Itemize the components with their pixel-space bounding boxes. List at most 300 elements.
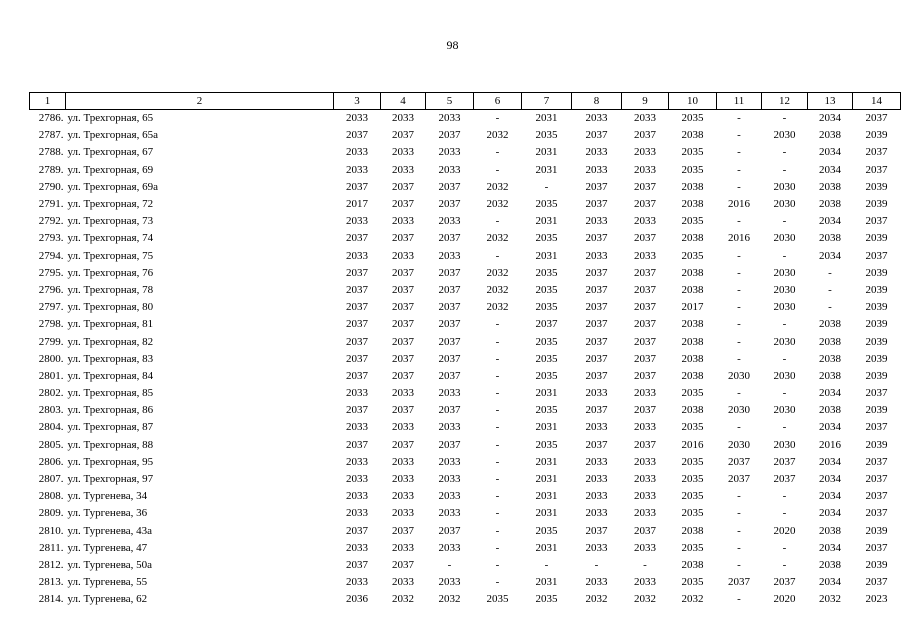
year-cell: 2033 [634, 507, 656, 520]
year-cell: 2037 [634, 352, 656, 365]
year-cell: 2031 [535, 507, 558, 520]
year-cell: 2037 [865, 112, 888, 125]
table-row [30, 127, 901, 144]
header-cell: 7 [522, 93, 572, 110]
year-cell: 2034 [819, 473, 841, 486]
year-cell: 2032 [819, 593, 841, 606]
year-cell: 2037 [634, 180, 656, 193]
year-cell: 2038 [681, 524, 704, 537]
row-number: 2809. [38, 507, 64, 520]
year-cell: 2037 [585, 198, 608, 211]
year-cell: 2033 [346, 473, 368, 486]
year-cell: 2033 [634, 146, 656, 159]
year-cell: 2037 [392, 129, 414, 142]
header-cell: 13 [808, 93, 853, 110]
year-cell: 2033 [634, 387, 656, 400]
year-cell: 2035 [681, 473, 704, 486]
year-cell: 2034 [819, 387, 841, 400]
year-cell: 2033 [634, 215, 656, 228]
year-cell: - [737, 129, 741, 142]
table-row [30, 351, 901, 368]
year-cell: - [495, 558, 500, 571]
year-cell: 2020 [773, 593, 796, 606]
year-cell: 2033 [346, 541, 368, 554]
row-number: 2786. [38, 112, 64, 125]
year-cell: 2031 [535, 215, 558, 228]
row-number: 2789. [38, 163, 64, 176]
year-cell: 2033 [634, 541, 656, 554]
year-cell: - [495, 146, 500, 159]
header-cell: 11 [717, 93, 762, 110]
year-cell: - [447, 558, 452, 571]
year-cell: 2030 [773, 129, 796, 142]
year-cell: 2037 [865, 249, 888, 262]
year-cell: 2033 [438, 541, 461, 554]
year-cell: 2037 [346, 335, 368, 348]
year-cell: 2037 [392, 180, 414, 193]
row-address: ул. Трехгорная, 78 [67, 283, 154, 296]
header-cell: 2 [66, 93, 334, 110]
year-cell: 2030 [773, 232, 796, 245]
year-cell: 2038 [819, 180, 841, 193]
year-cell: 2035 [535, 266, 558, 279]
year-cell: - [495, 455, 500, 468]
year-cell: 2030 [773, 404, 796, 417]
year-cell: 2033 [392, 146, 414, 159]
year-cell: 2037 [392, 266, 414, 279]
row-address: ул. Трехгорная, 65а [67, 129, 158, 142]
year-cell: 2031 [535, 146, 558, 159]
year-cell: 2037 [438, 180, 461, 193]
year-cell: 2037 [728, 576, 750, 589]
table-row [30, 179, 901, 196]
year-cell: 2032 [486, 266, 509, 279]
year-cell: 2035 [681, 163, 704, 176]
year-cell: - [782, 112, 787, 125]
year-cell: 2035 [535, 283, 558, 296]
year-cell: 2033 [392, 473, 414, 486]
row-number: 2810. [38, 524, 64, 537]
year-cell: - [782, 558, 787, 571]
year-cell: 2030 [773, 180, 796, 193]
year-cell: 2037 [346, 438, 368, 451]
year-cell: 2035 [535, 129, 558, 142]
year-cell: 2037 [865, 473, 888, 486]
row-number: 2813. [38, 576, 64, 589]
year-cell: 2039 [865, 335, 888, 348]
year-cell: - [737, 283, 741, 296]
year-cell: - [828, 301, 832, 314]
year-cell: - [737, 266, 741, 279]
row-address: ул. Трехгорная, 82 [67, 335, 154, 348]
year-cell: 2037 [438, 232, 461, 245]
year-cell: 2031 [535, 541, 558, 554]
year-cell: 2032 [486, 129, 509, 142]
row-number: 2805. [38, 438, 64, 451]
year-cell: 2037 [585, 335, 608, 348]
year-cell: 2031 [535, 490, 558, 503]
year-cell: 2033 [392, 576, 414, 589]
year-cell: 2033 [585, 421, 608, 434]
year-cell: 2035 [681, 146, 704, 159]
year-cell: - [495, 576, 500, 589]
year-cell: 2038 [681, 335, 704, 348]
year-cell: 2039 [865, 232, 888, 245]
year-cell: 2037 [438, 283, 461, 296]
year-cell: 2037 [634, 404, 656, 417]
year-cell: 2037 [634, 524, 656, 537]
year-cell: 2038 [681, 352, 704, 365]
year-cell: - [495, 473, 500, 486]
year-cell: 2038 [681, 283, 704, 296]
year-cell: - [782, 490, 787, 503]
row-address: ул. Тургенева, 43а [67, 524, 153, 537]
row-address: ул. Трехгорная, 72 [67, 198, 154, 211]
year-cell: 2017 [681, 301, 704, 314]
year-cell: 2038 [681, 558, 704, 571]
year-cell: 2031 [535, 163, 558, 176]
year-cell: 2037 [438, 266, 461, 279]
table-row [30, 333, 901, 350]
year-cell: 2037 [392, 524, 414, 537]
year-cell: 2037 [346, 558, 368, 571]
year-cell: - [782, 146, 787, 159]
row-address: ул. Трехгорная, 88 [67, 438, 154, 451]
year-cell: 2034 [819, 146, 841, 159]
year-cell: 2037 [346, 283, 368, 296]
year-cell: 2037 [585, 438, 608, 451]
year-cell: 2030 [728, 438, 750, 451]
year-cell: 2033 [346, 249, 368, 262]
year-cell: 2037 [728, 455, 750, 468]
year-cell: 2033 [585, 541, 608, 554]
year-cell: 2035 [535, 335, 558, 348]
year-cell: 2032 [486, 301, 509, 314]
year-cell: - [737, 146, 741, 159]
table-row [30, 265, 901, 282]
year-cell: 2033 [392, 249, 414, 262]
year-cell: 2037 [634, 335, 656, 348]
year-cell: 2037 [346, 129, 368, 142]
year-cell: 2033 [634, 112, 656, 125]
row-address: ул. Трехгорная, 69 [67, 163, 154, 176]
year-cell: 2038 [819, 352, 841, 365]
year-cell: 2037 [392, 335, 414, 348]
row-address: ул. Трехгорная, 67 [67, 146, 154, 159]
year-cell: 2030 [773, 335, 796, 348]
row-address: ул. Трехгорная, 69а [67, 180, 158, 193]
year-cell: - [495, 112, 500, 125]
row-number: 2794. [38, 249, 64, 262]
year-cell: 2035 [535, 198, 558, 211]
year-cell: 2038 [819, 232, 841, 245]
year-cell: - [782, 249, 787, 262]
year-cell: 2039 [865, 352, 888, 365]
year-cell: 2037 [585, 283, 608, 296]
year-cell: 2020 [773, 524, 796, 537]
year-cell: - [495, 507, 500, 520]
year-cell: 2037 [634, 283, 656, 296]
row-number: 2800. [38, 352, 64, 365]
year-cell: 2035 [681, 421, 704, 434]
year-cell: 2037 [585, 404, 608, 417]
year-cell: - [495, 369, 500, 382]
year-cell: 2035 [535, 352, 558, 365]
year-cell: 2037 [392, 198, 414, 211]
year-cell: 2032 [392, 593, 414, 606]
year-cell: 2038 [819, 335, 841, 348]
year-cell: 2033 [392, 387, 414, 400]
year-cell: 2030 [728, 404, 750, 417]
year-cell: 2038 [681, 198, 704, 211]
year-cell: 2038 [681, 129, 704, 142]
year-cell: 2039 [865, 558, 888, 571]
year-cell: - [828, 283, 832, 296]
year-cell: 2038 [681, 266, 704, 279]
row-number: 2812. [38, 558, 64, 571]
year-cell: 2033 [634, 421, 656, 434]
year-cell: 2037 [535, 318, 558, 331]
year-cell: 2033 [585, 249, 608, 262]
year-cell: 2039 [865, 266, 888, 279]
table-row [30, 368, 901, 385]
year-cell: - [495, 352, 500, 365]
year-cell: 2037 [865, 387, 888, 400]
year-cell: 2038 [681, 404, 704, 417]
year-cell: 2037 [634, 232, 656, 245]
year-cell: 2038 [819, 369, 841, 382]
year-cell: 2035 [486, 593, 509, 606]
year-cell: 2033 [392, 421, 414, 434]
year-cell: - [782, 352, 787, 365]
year-cell: 2031 [535, 249, 558, 262]
year-cell: 2037 [438, 318, 461, 331]
year-cell: 2033 [392, 507, 414, 520]
year-cell: 2033 [438, 455, 461, 468]
year-cell: 2037 [346, 352, 368, 365]
year-cell: - [495, 215, 500, 228]
year-cell: - [737, 215, 741, 228]
year-cell: 2036 [346, 593, 368, 606]
year-cell: 2034 [819, 507, 841, 520]
year-cell: - [782, 163, 787, 176]
year-cell: 2037 [438, 352, 461, 365]
row-number: 2792. [38, 215, 64, 228]
year-cell: - [495, 421, 500, 434]
row-number: 2787. [38, 129, 64, 142]
year-cell: 2033 [634, 473, 656, 486]
year-cell: 2037 [346, 524, 368, 537]
row-number: 2798. [38, 318, 64, 331]
year-cell: 2033 [585, 490, 608, 503]
row-address: ул. Трехгорная, 86 [67, 404, 154, 417]
year-cell: - [495, 335, 500, 348]
table-row [30, 299, 901, 316]
year-cell: 2039 [865, 198, 888, 211]
row-address: ул. Тургенева, 55 [67, 576, 148, 589]
year-cell: 2033 [634, 163, 656, 176]
year-cell: 2033 [438, 112, 461, 125]
year-cell: 2037 [585, 129, 608, 142]
year-cell: - [737, 163, 741, 176]
year-cell: 2016 [681, 438, 704, 451]
year-cell: 2023 [865, 593, 888, 606]
year-cell: 2039 [865, 369, 888, 382]
year-cell: 2037 [438, 335, 461, 348]
row-address: ул. Тургенева, 34 [67, 490, 148, 503]
year-cell: 2039 [865, 438, 888, 451]
row-address: ул. Трехгорная, 75 [67, 249, 154, 262]
year-cell: 2035 [681, 112, 704, 125]
year-cell: 2035 [681, 249, 704, 262]
year-cell: 2033 [346, 490, 368, 503]
row-address: ул. Трехгорная, 84 [67, 369, 154, 382]
year-cell: 2033 [346, 387, 368, 400]
year-cell: 2037 [773, 455, 796, 468]
table-row [30, 419, 901, 436]
row-address: ул. Трехгорная, 76 [67, 266, 154, 279]
year-cell: 2035 [681, 455, 704, 468]
year-cell: 2037 [392, 369, 414, 382]
year-cell: 2037 [865, 507, 888, 520]
header-cell: 9 [622, 93, 669, 110]
year-cell: 2037 [392, 438, 414, 451]
year-cell: 2033 [438, 421, 461, 434]
table-row [30, 282, 901, 299]
year-cell: 2033 [438, 387, 461, 400]
year-cell: - [737, 524, 741, 537]
row-number: 2804. [38, 421, 64, 434]
year-cell: 2035 [535, 404, 558, 417]
year-cell: 2037 [634, 266, 656, 279]
year-cell: 2033 [585, 163, 608, 176]
header-cell: 1 [30, 93, 66, 110]
year-cell: 2035 [535, 593, 558, 606]
row-number: 2806. [38, 455, 64, 468]
year-cell: 2033 [392, 163, 414, 176]
table-row [30, 402, 901, 419]
table-row [30, 144, 901, 161]
year-cell: 2032 [681, 593, 704, 606]
year-cell: 2033 [438, 473, 461, 486]
year-cell: 2039 [865, 301, 888, 314]
year-cell: 2037 [438, 404, 461, 417]
header-cell: 3 [334, 93, 381, 110]
year-cell: 2037 [438, 129, 461, 142]
year-cell: 2037 [865, 490, 888, 503]
year-cell: - [737, 352, 741, 365]
year-cell: 2038 [681, 369, 704, 382]
year-cell: 2031 [535, 576, 558, 589]
row-number: 2791. [38, 198, 64, 211]
year-cell: 2037 [634, 438, 656, 451]
year-cell: 2037 [438, 438, 461, 451]
year-cell: - [828, 266, 832, 279]
year-cell: 2037 [634, 318, 656, 331]
year-cell: 2037 [392, 232, 414, 245]
year-cell: 2034 [819, 163, 841, 176]
year-cell: - [737, 507, 741, 520]
year-cell: 2034 [819, 490, 841, 503]
row-number: 2811. [39, 541, 64, 554]
year-cell: 2033 [346, 421, 368, 434]
year-cell: 2037 [585, 301, 608, 314]
year-cell: 2037 [585, 352, 608, 365]
year-cell: - [544, 180, 549, 193]
year-cell: 2038 [819, 404, 841, 417]
year-cell: 2033 [392, 112, 414, 125]
year-cell: 2016 [728, 198, 750, 211]
year-cell: 2037 [585, 266, 608, 279]
year-cell: 2038 [819, 524, 841, 537]
year-cell: 2039 [865, 404, 888, 417]
year-cell: 2038 [819, 558, 841, 571]
year-cell: - [737, 541, 741, 554]
year-cell: 2033 [585, 112, 608, 125]
row-address: ул. Трехгорная, 65 [67, 112, 154, 125]
row-number: 2793. [38, 232, 64, 245]
row-number: 2796. [38, 283, 64, 296]
year-cell: 2016 [728, 232, 750, 245]
year-cell: - [737, 490, 741, 503]
header-cell: 14 [853, 93, 901, 110]
year-cell: 2039 [865, 524, 888, 537]
year-cell: 2032 [486, 232, 509, 245]
row-number: 2803. [38, 404, 64, 417]
year-cell: 2033 [392, 455, 414, 468]
year-cell: 2034 [819, 576, 841, 589]
year-cell: 2038 [681, 180, 704, 193]
year-cell: 2017 [346, 198, 368, 211]
year-cell: 2035 [681, 507, 704, 520]
year-cell: - [737, 112, 741, 125]
year-cell: 2038 [681, 232, 704, 245]
year-cell: 2035 [535, 232, 558, 245]
year-cell: 2037 [438, 301, 461, 314]
year-cell: 2037 [865, 146, 888, 159]
year-cell: 2037 [346, 232, 368, 245]
year-cell: 2033 [438, 490, 461, 503]
year-cell: 2035 [681, 215, 704, 228]
year-cell: - [737, 558, 741, 571]
year-cell: 2033 [346, 163, 368, 176]
year-cell: 2034 [819, 112, 841, 125]
year-cell: 2033 [346, 215, 368, 228]
year-cell: 2037 [346, 318, 368, 331]
year-cell: 2037 [346, 301, 368, 314]
year-cell: 2016 [819, 438, 841, 451]
year-cell: 2037 [865, 215, 888, 228]
year-cell: 2030 [773, 283, 796, 296]
table-row [30, 471, 901, 488]
row-number: 2801. [38, 369, 64, 382]
year-cell: - [737, 335, 741, 348]
year-cell: 2033 [634, 455, 656, 468]
table-row [30, 591, 901, 608]
year-cell: 2032 [486, 198, 509, 211]
header-cell: 4 [381, 93, 426, 110]
row-address: ул. Тургенева, 62 [67, 593, 148, 606]
year-cell: 2037 [392, 283, 414, 296]
year-cell: 2030 [773, 369, 796, 382]
year-cell: 2032 [486, 283, 509, 296]
year-cell: 2033 [438, 249, 461, 262]
year-cell: 2034 [819, 421, 841, 434]
year-cell: 2037 [438, 524, 461, 537]
year-cell: 2037 [392, 352, 414, 365]
year-cell: 2033 [392, 541, 414, 554]
row-address: ул. Трехгорная, 97 [67, 473, 154, 486]
